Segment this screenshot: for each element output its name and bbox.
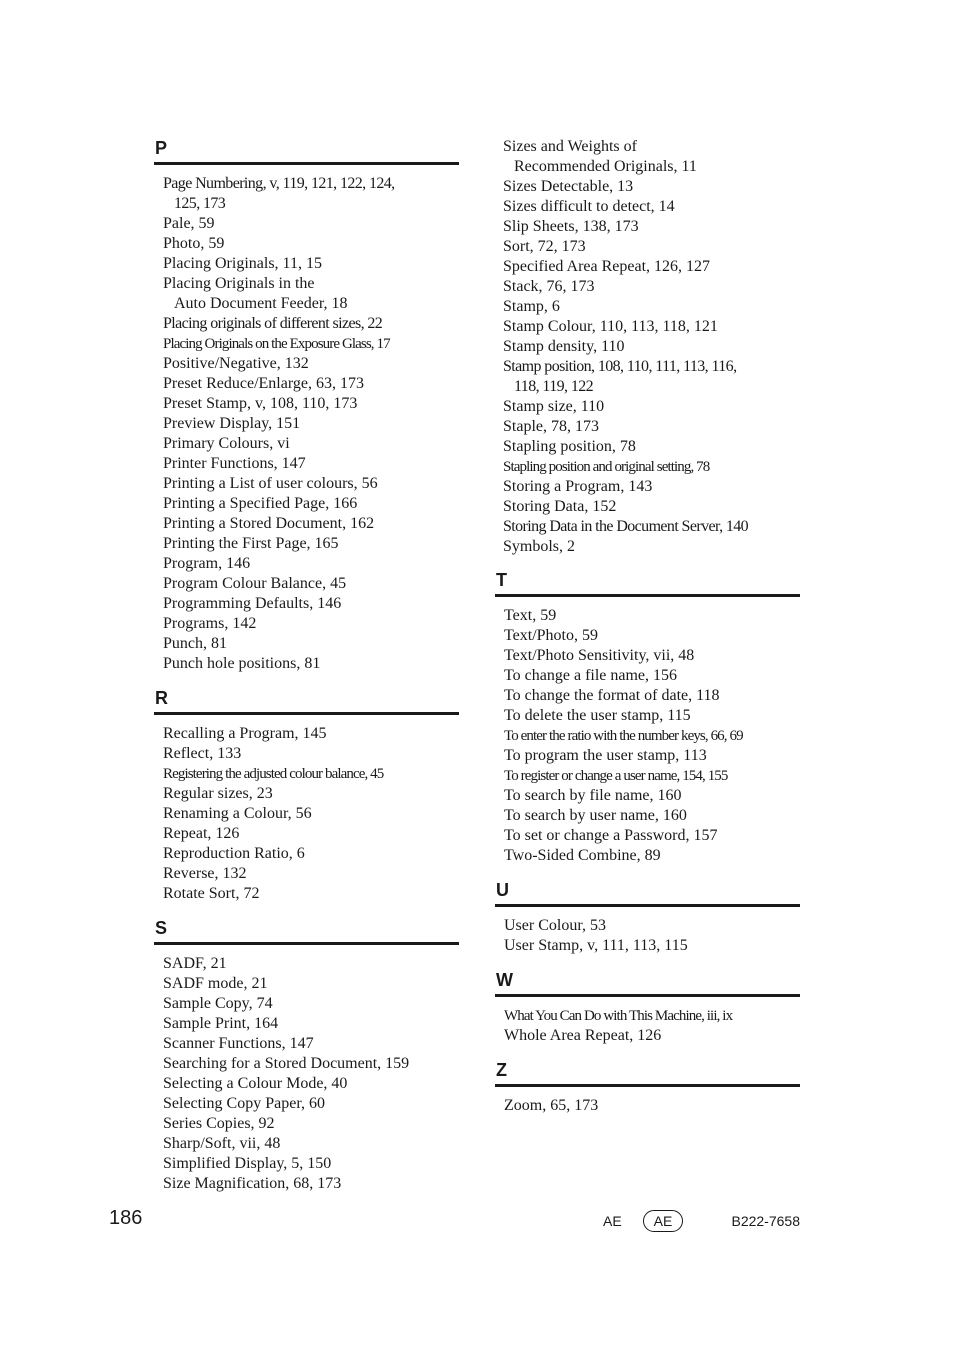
footer-info: [603, 1210, 800, 1232]
index-entry: [504, 646, 800, 666]
index-entry-text: Preset Reduce/Enlarge, 63, 173: [163, 375, 364, 392]
section-divider: [495, 994, 800, 997]
index-entry: [163, 474, 459, 494]
index-entry: [503, 277, 800, 297]
index-entry-list: [495, 606, 800, 866]
index-entry-text: Renaming a Colour, 56: [163, 805, 312, 822]
index-entry: [163, 724, 459, 744]
index-entry: [163, 414, 459, 434]
index-entry-list: [495, 916, 800, 956]
index-entry: [163, 1034, 459, 1054]
index-entry: [163, 634, 459, 654]
index-entry-text: Programming Defaults, 146: [163, 595, 342, 612]
index-entry: [504, 726, 800, 746]
index-entry-text: Printing a Stored Document, 162: [163, 515, 375, 532]
index-entry-text: Recalling a Program, 145: [163, 725, 327, 742]
index-entry-text: Size Magnification, 68, 173: [163, 1175, 342, 1192]
index-entry: [163, 614, 459, 634]
index-entry: [503, 537, 800, 557]
section-divider: [154, 712, 459, 715]
region-badge: AE: [643, 1210, 683, 1232]
index-entry: [503, 357, 800, 397]
index-entry-text: Printing a Specified Page, 166: [163, 495, 358, 512]
index-entry: [163, 574, 459, 594]
index-entry: [503, 137, 800, 177]
index-entry-text: To program the user stamp, 113: [504, 747, 707, 764]
document-code: B222-7658: [731, 1213, 800, 1229]
index-entry-text: Zoom, 65, 173: [504, 1097, 599, 1114]
index-entry: [504, 1026, 800, 1046]
index-section-u: [495, 879, 800, 956]
index-entry-text: User Stamp, v, 111, 113, 115: [504, 937, 688, 954]
index-section-s: [154, 917, 459, 1194]
section-divider: [154, 942, 459, 945]
index-entry-text: Series Copies, 92: [163, 1115, 275, 1132]
index-entry: [503, 337, 800, 357]
index-entry: [163, 824, 459, 844]
section-letter: U: [496, 880, 509, 900]
index-entry-text: Punch hole positions, 81: [163, 655, 321, 672]
index-entry-list: [154, 724, 459, 904]
index-entry-text: Specified Area Repeat, 126, 127: [503, 258, 711, 275]
index-entry-text: Reproduction Ratio, 6: [163, 845, 305, 862]
index-entry: [163, 1114, 459, 1134]
index-entry: [163, 1094, 459, 1114]
index-entry-text: Stamp Colour, 110, 113, 118, 121: [503, 318, 718, 335]
index-entry-text: Searching for a Stored Document, 159: [163, 1055, 410, 1072]
index-entry: [504, 826, 800, 846]
index-entry-text: Sizes and Weights of: [503, 138, 637, 155]
index-entry-text: Placing originals of different sizes, 22: [163, 315, 383, 332]
index-entry: [163, 354, 459, 374]
index-entry-text: Sort, 72, 173: [503, 238, 586, 255]
index-entry: [163, 174, 459, 214]
index-entry-text: Stack, 76, 173: [503, 278, 595, 295]
index-entry: [503, 397, 800, 417]
index-entry: [163, 594, 459, 614]
index-entry-text: To delete the user stamp, 115: [504, 707, 691, 724]
index-entry-text: Sharp/Soft, vii, 48: [163, 1135, 281, 1152]
index-entry: [504, 606, 800, 626]
index-entry-continuation: Recommended Originals, 11: [514, 158, 697, 175]
index-entry-text: Primary Colours, vi: [163, 435, 290, 452]
index-entry-text: Page Numbering, v, 119, 121, 122, 124,: [163, 175, 395, 192]
index-entry-text: Scanner Functions, 147: [163, 1035, 314, 1052]
index-entry-text: Rotate Sort, 72: [163, 885, 260, 902]
index-entry-text: Placing Originals, 11, 15: [163, 255, 322, 272]
index-entry: [163, 764, 459, 784]
index-entry-continuation: 125, 173: [174, 195, 226, 212]
index-entry: [504, 626, 800, 646]
index-entry-text: Symbols, 2: [503, 538, 576, 555]
index-section-p: [154, 137, 459, 674]
index-entry-text: Stamp position, 108, 110, 111, 113, 116,: [503, 358, 737, 375]
index-entry-text: To search by file name, 160: [504, 787, 682, 804]
region-label: AE: [603, 1213, 622, 1229]
index-section-w: [495, 969, 800, 1046]
index-entry-text: Stapling position, 78: [503, 438, 636, 455]
index-entry: [163, 494, 459, 514]
index-entry-text: Whole Area Repeat, 126: [504, 1027, 662, 1044]
index-entry: [163, 654, 459, 674]
index-entry: [163, 334, 459, 354]
section-letter: Z: [496, 1060, 507, 1080]
index-entry-text: Simplified Display, 5, 150: [163, 1155, 332, 1172]
index-entry-text: Sizes Detectable, 13: [503, 178, 634, 195]
index-entry-text: Regular sizes, 23: [163, 785, 273, 802]
index-entry: [163, 514, 459, 534]
index-entry-continuation: 118, 119, 122: [514, 378, 594, 395]
index-entry: [503, 437, 800, 457]
index-entry-text: Sizes difficult to detect, 14: [503, 198, 675, 215]
index-entry-text: Storing Data in the Document Server, 140: [503, 518, 749, 535]
index-entry-text: Repeat, 126: [163, 825, 240, 842]
index-entry-text: Printing the First Page, 165: [163, 535, 339, 552]
index-entry-text: To enter the ratio with the number keys, 66, 69: [504, 728, 743, 744]
index-entry-text: To register or change a user name, 154, 155: [504, 768, 728, 784]
index-entry: [163, 1134, 459, 1154]
index-entry: [163, 534, 459, 554]
index-entry-text: Preset Stamp, v, 108, 110, 173: [163, 395, 358, 412]
index-entry-text: Printer Functions, 147: [163, 455, 306, 472]
index-entry-text: Preview Display, 151: [163, 415, 301, 432]
page-number: 186: [109, 1207, 143, 1229]
index-entry: [163, 1054, 459, 1074]
index-entry: [163, 274, 459, 314]
index-entry-text: Registering the adjusted colour balance, 45: [163, 766, 384, 782]
index-entry-text: Pale, 59: [163, 215, 215, 232]
index-entry: [504, 766, 800, 786]
index-entry: [503, 197, 800, 217]
section-letter: T: [496, 570, 507, 590]
section-divider: [495, 1084, 800, 1087]
index-entry-list: [154, 954, 459, 1194]
index-entry-text: To change a file name, 156: [504, 667, 678, 684]
index-entry-text: To set or change a Password, 157: [504, 827, 718, 844]
index-entry: [163, 554, 459, 574]
index-section-t: [495, 569, 800, 866]
index-entry-text: User Colour, 53: [504, 917, 607, 934]
index-entry: [163, 434, 459, 454]
index-entry: [503, 217, 800, 237]
index-section-z: [495, 1059, 800, 1116]
index-entry: [504, 686, 800, 706]
index-entry-text: Stamp, 6: [503, 298, 560, 315]
index-entry: [504, 786, 800, 806]
index-entry-continuation: Auto Document Feeder, 18: [174, 295, 348, 312]
index-entry: [163, 374, 459, 394]
section-divider: [495, 904, 800, 907]
index-entry: [163, 1154, 459, 1174]
index-entry-text: Program Colour Balance, 45: [163, 575, 347, 592]
index-entry-text: Placing Originals on the Exposure Glass, 17: [163, 336, 390, 352]
index-entry-text: Photo, 59: [163, 235, 225, 252]
index-entry: [163, 314, 459, 334]
index-entry: [503, 297, 800, 317]
index-entry: [503, 457, 800, 477]
section-letter: W: [496, 970, 513, 990]
index-entry: [503, 317, 800, 337]
index-entry-text: Selecting a Colour Mode, 40: [163, 1075, 348, 1092]
index-entry: [163, 844, 459, 864]
index-entry-text: Text/Photo, 59: [504, 627, 598, 644]
index-entry-text: Stapling position and original setting, 78: [503, 459, 710, 475]
index-entry-text: Printing a List of user colours, 56: [163, 475, 378, 492]
index-entry-text: Sample Print, 164: [163, 1015, 279, 1032]
index-entry: [163, 254, 459, 274]
index-entry-text: Stamp size, 110: [503, 398, 605, 415]
index-entry: [504, 1096, 800, 1116]
index-entry-text: Staple, 78, 173: [503, 418, 599, 435]
index-entry: [504, 936, 800, 956]
section-divider: [495, 594, 800, 597]
index-entry: [504, 746, 800, 766]
index-entry-text: Programs, 142: [163, 615, 257, 632]
index-entry-text: Slip Sheets, 138, 173: [503, 218, 639, 235]
index-entry-text: Reverse, 132: [163, 865, 247, 882]
index-entry: [504, 706, 800, 726]
index-entry: [504, 666, 800, 686]
index-entry-text: Positive/Negative, 132: [163, 355, 309, 372]
index-entry-text: To search by user name, 160: [504, 807, 687, 824]
index-entry: [504, 806, 800, 826]
index-entry-text: Placing Originals in the: [163, 275, 315, 292]
index-entry-list: [495, 1006, 800, 1046]
index-entry: [163, 954, 459, 974]
index-entry-text: Reflect, 133: [163, 745, 242, 762]
index-entry: [163, 1174, 459, 1194]
index-entry-text: Storing Data, 152: [503, 498, 617, 515]
index-entry: [503, 517, 800, 537]
index-entry: [163, 784, 459, 804]
index-entry: [503, 497, 800, 517]
index-entry: [504, 916, 800, 936]
index-entry-text: Selecting Copy Paper, 60: [163, 1095, 325, 1112]
index-entry: [163, 454, 459, 474]
index-entry-text: Two-Sided Combine, 89: [504, 847, 661, 864]
index-entry: [503, 237, 800, 257]
index-entry-text: SADF, 21: [163, 955, 227, 972]
index-entry: [163, 1014, 459, 1034]
index-entry-text: Stamp density, 110: [503, 338, 625, 355]
index-entry: [503, 177, 800, 197]
index-entry: [503, 257, 800, 277]
index-section-r: [154, 687, 459, 904]
index-entry-text: What You Can Do with This Machine, iii, ix: [504, 1008, 733, 1024]
index-column-right: [495, 137, 800, 1129]
index-entry-text: Program, 146: [163, 555, 251, 572]
index-entry: [504, 1006, 800, 1026]
index-entry: [163, 744, 459, 764]
index-entry-text: Text/Photo Sensitivity, vii, 48: [504, 647, 695, 664]
index-entry: [163, 884, 459, 904]
index-entry-text: Punch, 81: [163, 635, 227, 652]
index-entry: [503, 417, 800, 437]
index-entry: [163, 804, 459, 824]
index-entry-text: Text, 59: [504, 607, 557, 624]
index-entry-text: Storing a Program, 143: [503, 478, 653, 495]
index-entry: [163, 994, 459, 1014]
index-entry: [163, 864, 459, 884]
index-entry-text: SADF mode, 21: [163, 975, 268, 992]
section-letter: P: [155, 138, 168, 158]
section-letter: S: [155, 918, 168, 938]
index-column-left: [154, 137, 459, 1207]
index-entry-text: Sample Copy, 74: [163, 995, 273, 1012]
index-entry-text: To change the format of date, 118: [504, 687, 720, 704]
index-entry-list: [154, 174, 459, 674]
index-entry-list: [495, 1096, 800, 1116]
index-entry: [504, 846, 800, 866]
index-entry: [163, 214, 459, 234]
section-letter: R: [155, 688, 168, 708]
index-entry: [163, 1074, 459, 1094]
index-entry: [163, 394, 459, 414]
index-continuation-s: [495, 137, 800, 557]
index-entry: [163, 234, 459, 254]
index-entry: [503, 477, 800, 497]
index-entry: [163, 974, 459, 994]
section-divider: [154, 162, 459, 165]
